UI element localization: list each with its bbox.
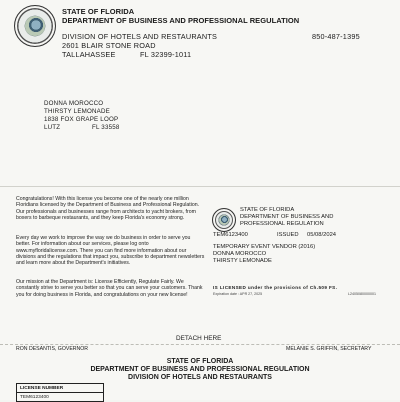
card-license-type: TEMPORARY EVENT VENDOR (2016) (213, 244, 316, 250)
fold-divider (0, 186, 400, 187)
footer-division: DIVISION OF HOTELS AND RESTAURANTS (128, 374, 272, 381)
card-statute-line: IS LICENSED under the provisions of Ch.509 FS. (213, 285, 338, 290)
card-state: STATE OF FLORIDA (240, 207, 295, 213)
mailing-street: 1838 FOX GRAPE LOOP (44, 116, 119, 123)
footer-state: STATE OF FLORIDA (166, 358, 234, 365)
card-licensee-name: DONNA MOROCCO (213, 251, 267, 257)
card-licensee-business: THIRSTY LEMONADE (213, 258, 272, 264)
letter-paragraph-3: Our mission at the Department is: License Efficiently, Regulate Fairly. We constantly strive to serve you better so that you can serve your customers. Thank you for doing business in Florida, and congratulations on your new license! (16, 279, 203, 298)
mailing-state-zip: FL 33558 (92, 124, 120, 131)
header-department: DEPARTMENT OF BUSINESS AND PROFESSIONAL REGULATION (62, 16, 300, 25)
card-seal-icon (212, 208, 236, 232)
license-table (16, 383, 104, 402)
state-seal-icon (14, 5, 56, 47)
header-division: DIVISION OF HOTELS AND RESTAURANTS (62, 32, 218, 41)
card-issued-label: ISSUED (277, 232, 299, 238)
footer-secretary: MELANIE S. GRIFFIN, SECRETARY (286, 346, 372, 352)
footer-department: DEPARTMENT OF BUSINESS AND PROFESSIONAL REGULATION (90, 366, 310, 373)
footer-governor: RON DESANTIS, GOVERNOR (16, 346, 89, 352)
detach-divider (0, 344, 400, 345)
header-phone: 850-487-1395 (312, 32, 360, 41)
card-department-1: DEPARTMENT OF BUSINESS AND (240, 214, 334, 220)
card-serial: L2405080000001 (348, 292, 376, 296)
header-city: TALLAHASSEE (62, 50, 116, 59)
card-expiration: Expiration date : APR 27, 2025 (213, 292, 263, 296)
letter-paragraph-1: Congratulations! With this license you become one of the nearly one million Floridians licensed by the Department of Business and Professional Regulation. Our professionals and businesses range from architects to yacht brokers, from boxers to barbeque restaurants, and they keep Florida's economy strong. (16, 196, 200, 221)
letter-paragraph-2: Every day we work to improve the way we do business in order to serve you better. For information about our services, please log onto www.myfloridalicense.com. There you can find more information about our divisions and the regulations that impact you, subscribe to department newsletters and learn more about the Department's initiatives. (16, 235, 205, 267)
header-street: 2601 BLAIR STONE ROAD (62, 41, 156, 50)
detach-here: DETACH HERE (176, 335, 222, 342)
card-department-2: PROFESSIONAL REGULATION (240, 221, 324, 227)
card-license-number: TEM6123400 (213, 232, 248, 238)
card-issued-date: 05/08/2024 (307, 232, 337, 238)
mailing-city: LUTZ (44, 124, 61, 131)
license-table-value: TEM6123400 (17, 393, 104, 402)
header-state: STATE OF FLORIDA (62, 7, 135, 16)
mailing-business: THIRSTY LEMONADE (44, 108, 111, 115)
license-table-header: LICENSE NUMBER (17, 384, 104, 393)
header-state-zip: FL 32399-1011 (140, 50, 192, 59)
mailing-name: DONNA MOROCCO (44, 100, 104, 107)
